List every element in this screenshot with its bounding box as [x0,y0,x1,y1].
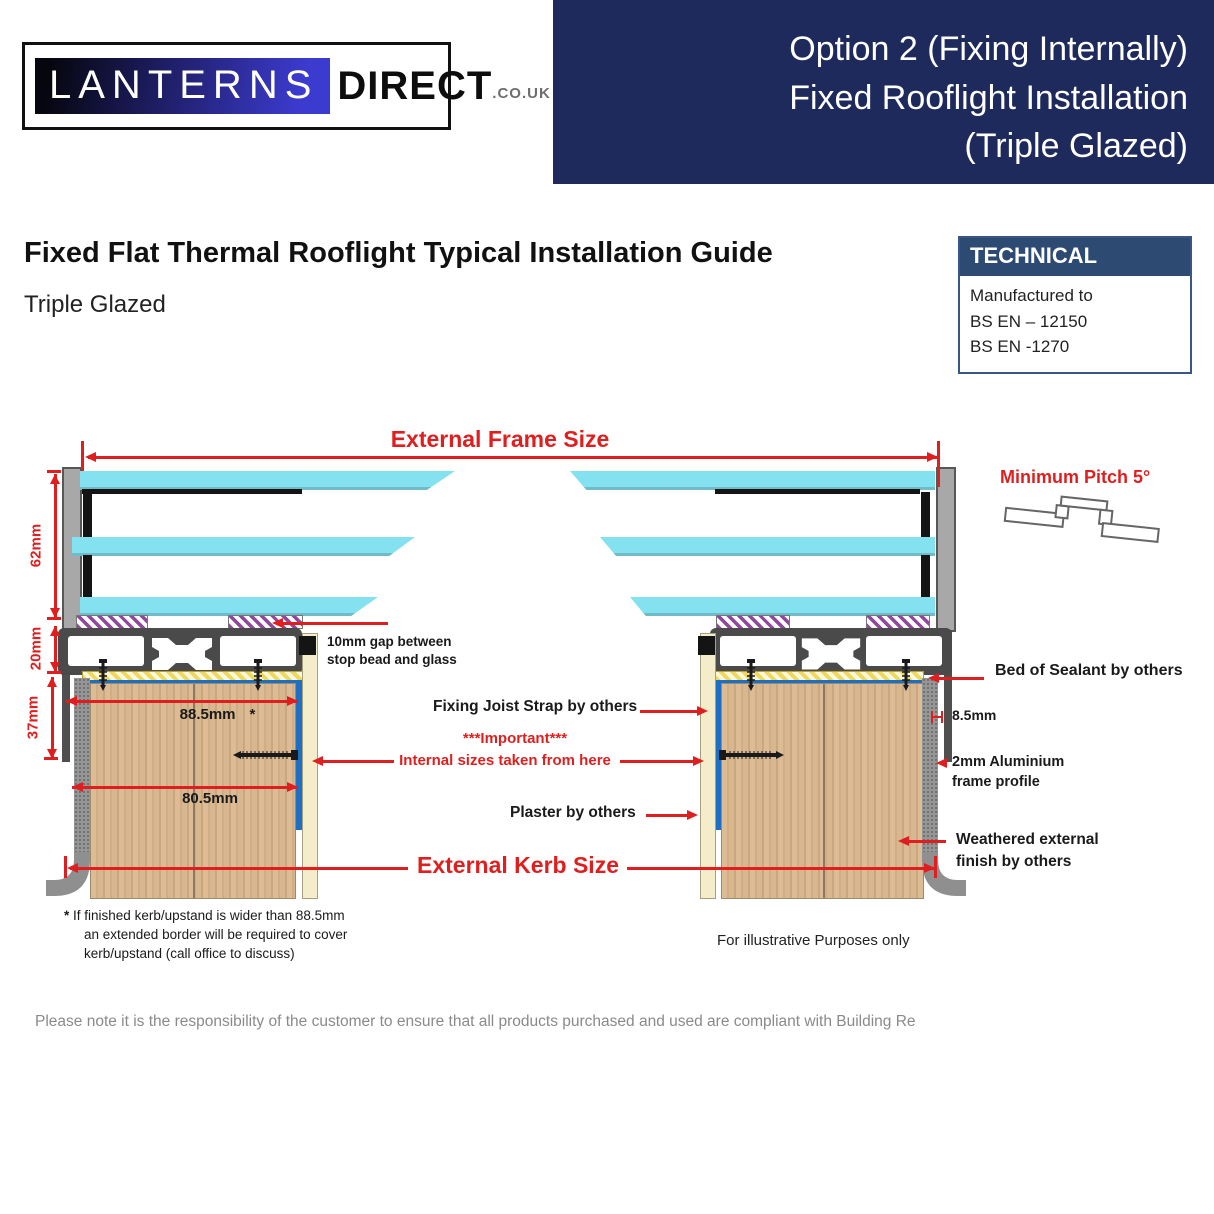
kerb-size-arrow-left [67,863,78,873]
dim-80-arrow-right [287,782,298,792]
joist-strap-arrow [697,706,708,716]
joist-strap-line [640,710,704,713]
joist-strap-label: Fixing Joist Strap by others [433,698,638,715]
left-frame-thermal-core [146,628,218,675]
weathered-label-line-2: finish by others [956,853,1072,871]
frame-size-tick-left [81,441,84,471]
dim-tick-4 [44,757,58,760]
title-banner [553,0,1214,184]
right-glass-pane-middle [600,537,935,556]
dim-88-value: 88.5mm [179,706,236,723]
dim-88-arrow-left [66,696,77,706]
plaster-arrow [687,810,698,820]
illustrative-note: For illustrative Purposes only [717,932,910,949]
kerb-size-line-right [627,867,935,870]
sealant-arrow [928,673,939,683]
weathered-label-line-1: Weathered external [956,831,1099,848]
right-frame-thermal-core [796,628,866,675]
internal-sizes-line-right [620,760,700,763]
alu-profile-line-2: frame profile [952,773,1040,790]
right-glass-pane-top [570,471,935,490]
important-label: ***Important*** [462,730,568,747]
technical-line-3: BS EN -1270 [970,337,1070,356]
kerb-size-arrow-right [924,863,935,873]
dim-88-label [145,706,290,723]
frame-size-arrow-right [927,452,938,462]
logo-lanterns-mark: LANTERNS [35,58,330,114]
right-glazing-bar-top [715,489,920,494]
dim-62mm-line [54,474,57,618]
internal-sizes-label: Internal sizes taken from here [399,752,611,769]
left-glass-pane-bottom [80,597,378,616]
frame-size-dimension-line [88,456,938,459]
gap-label-line-2: stop bead and glass [327,651,457,667]
page-title: Fixed Flat Thermal Rooflight Typical Installation Guide [24,237,773,269]
technical-line-2: BS EN – 12150 [970,311,1088,331]
left-thermal-break-outer [76,615,148,629]
dim-88-star: * [249,706,256,723]
left-glass-pane-middle [72,537,415,556]
minimum-pitch-label: Minimum Pitch 5° [1000,467,1151,487]
frame-size-arrow-left [85,452,96,462]
right-kerb-board-joint [823,684,825,898]
technical-box-header: TECHNICAL [960,238,1190,276]
alu-profile-arrow [936,758,947,768]
plaster-label: Plaster by others [510,804,636,821]
technical-box [958,236,1192,374]
dim-37mm-line [51,677,54,759]
sealant-label: Bed of Sealant by others [995,662,1183,679]
right-fixing-screw-outer [899,659,913,691]
right-thermal-break-outer [866,615,930,629]
banner-line-3: (Triple Glazed) [964,127,1188,166]
dim-37mm-label: 37mm [24,695,42,740]
logo-direct-text: DIRECT [337,63,493,108]
right-glazing-spacer-upper [921,492,930,539]
gap-callout-line [276,622,388,625]
page-subtitle: Triple Glazed [24,291,166,318]
technical-box-body [960,276,1190,372]
kerb-size-line-left [70,867,408,870]
right-stop-bead [698,636,715,655]
left-glass-pane-top [80,471,455,490]
banner-line-1: Option 2 (Fixing Internally) [789,30,1188,68]
kerb-footnote-line-2: an extended border will be required to cover [84,927,348,943]
gap-label [327,633,457,669]
technical-line-1: Manufactured to [970,286,1093,305]
left-stop-bead [299,636,316,655]
dim-88-arrow-right [287,696,298,706]
dim-62mm-label: 62mm [27,523,45,568]
alu-profile-line-1: 2mm Aluminium [952,754,1065,770]
kerb-footnote [64,906,347,963]
dim-80-arrow-left [72,782,83,792]
lanterns-direct-logo [22,42,551,130]
left-weathered-finish-curve [46,852,90,896]
right-plaster-board [700,633,716,899]
left-aluminium-frame-profile [58,628,302,675]
dim-85-line [931,716,943,718]
right-thermal-break-inner [716,615,790,629]
alu-profile-label [952,753,1064,792]
internal-sizes-arrow-right [693,756,704,766]
left-glazing-spacer-upper [83,492,92,539]
dim-80-label: 80.5mm [182,790,238,807]
sealant-line [932,677,984,680]
external-frame-size-label: External Frame Size [390,426,610,452]
right-frame-chamber-inner [720,636,796,666]
dim-37mm-arrow-top [47,677,57,687]
left-internal-reference-screw [233,750,299,760]
right-glass-pane-bottom [630,597,935,616]
gap-callout-arrow [272,618,283,628]
footer-compliance-note: Please note it is the responsibility of the customer to ensure that all products purchased and used are compliant with Building Re [35,1013,916,1030]
dim-20mm-label: 20mm [27,626,45,671]
dim-88-line [66,700,298,703]
left-fixing-screw-outer [96,659,110,691]
dim-80-line [72,786,298,789]
right-glazing-spacer-lower [921,555,930,599]
left-glazing-bar-top [82,489,302,494]
banner-line-2: Fixed Rooflight Installation [789,78,1188,117]
weathered-label [956,829,1099,874]
kerb-footnote-line-1: If finished kerb/upstand is wider than 88.5mm [73,908,345,923]
dim-20mm-arrow-top [50,626,60,636]
dim-85-label: 8.5mm [952,707,997,723]
gap-label-line-1: 10mm gap between [327,634,452,649]
logo-tld-text: .CO.UK [492,84,551,102]
internal-sizes-arrow-left [312,756,323,766]
right-fixing-screw-inner [744,659,758,691]
dim-tick-1 [47,470,61,473]
left-plaster-board [302,633,318,899]
dim-62mm-arrow-top [50,474,60,484]
internal-sizes-line-left [316,760,394,763]
kerb-footnote-line-3: kerb/upstand (call office to discuss) [84,946,295,962]
weathered-arrow [898,836,909,846]
kerb-footnote-star: * [64,908,70,923]
right-external-cap [936,467,956,632]
right-internal-reference-screw [718,750,784,760]
dim-tick-2 [47,617,61,620]
frame-size-tick-right [937,441,940,487]
left-glazing-spacer-lower [83,555,92,599]
dim-tick-3 [47,671,61,674]
external-kerb-size-label: External Kerb Size [417,852,619,878]
minimum-pitch-icon [1003,494,1163,552]
left-fixing-screw-inner [251,659,265,691]
